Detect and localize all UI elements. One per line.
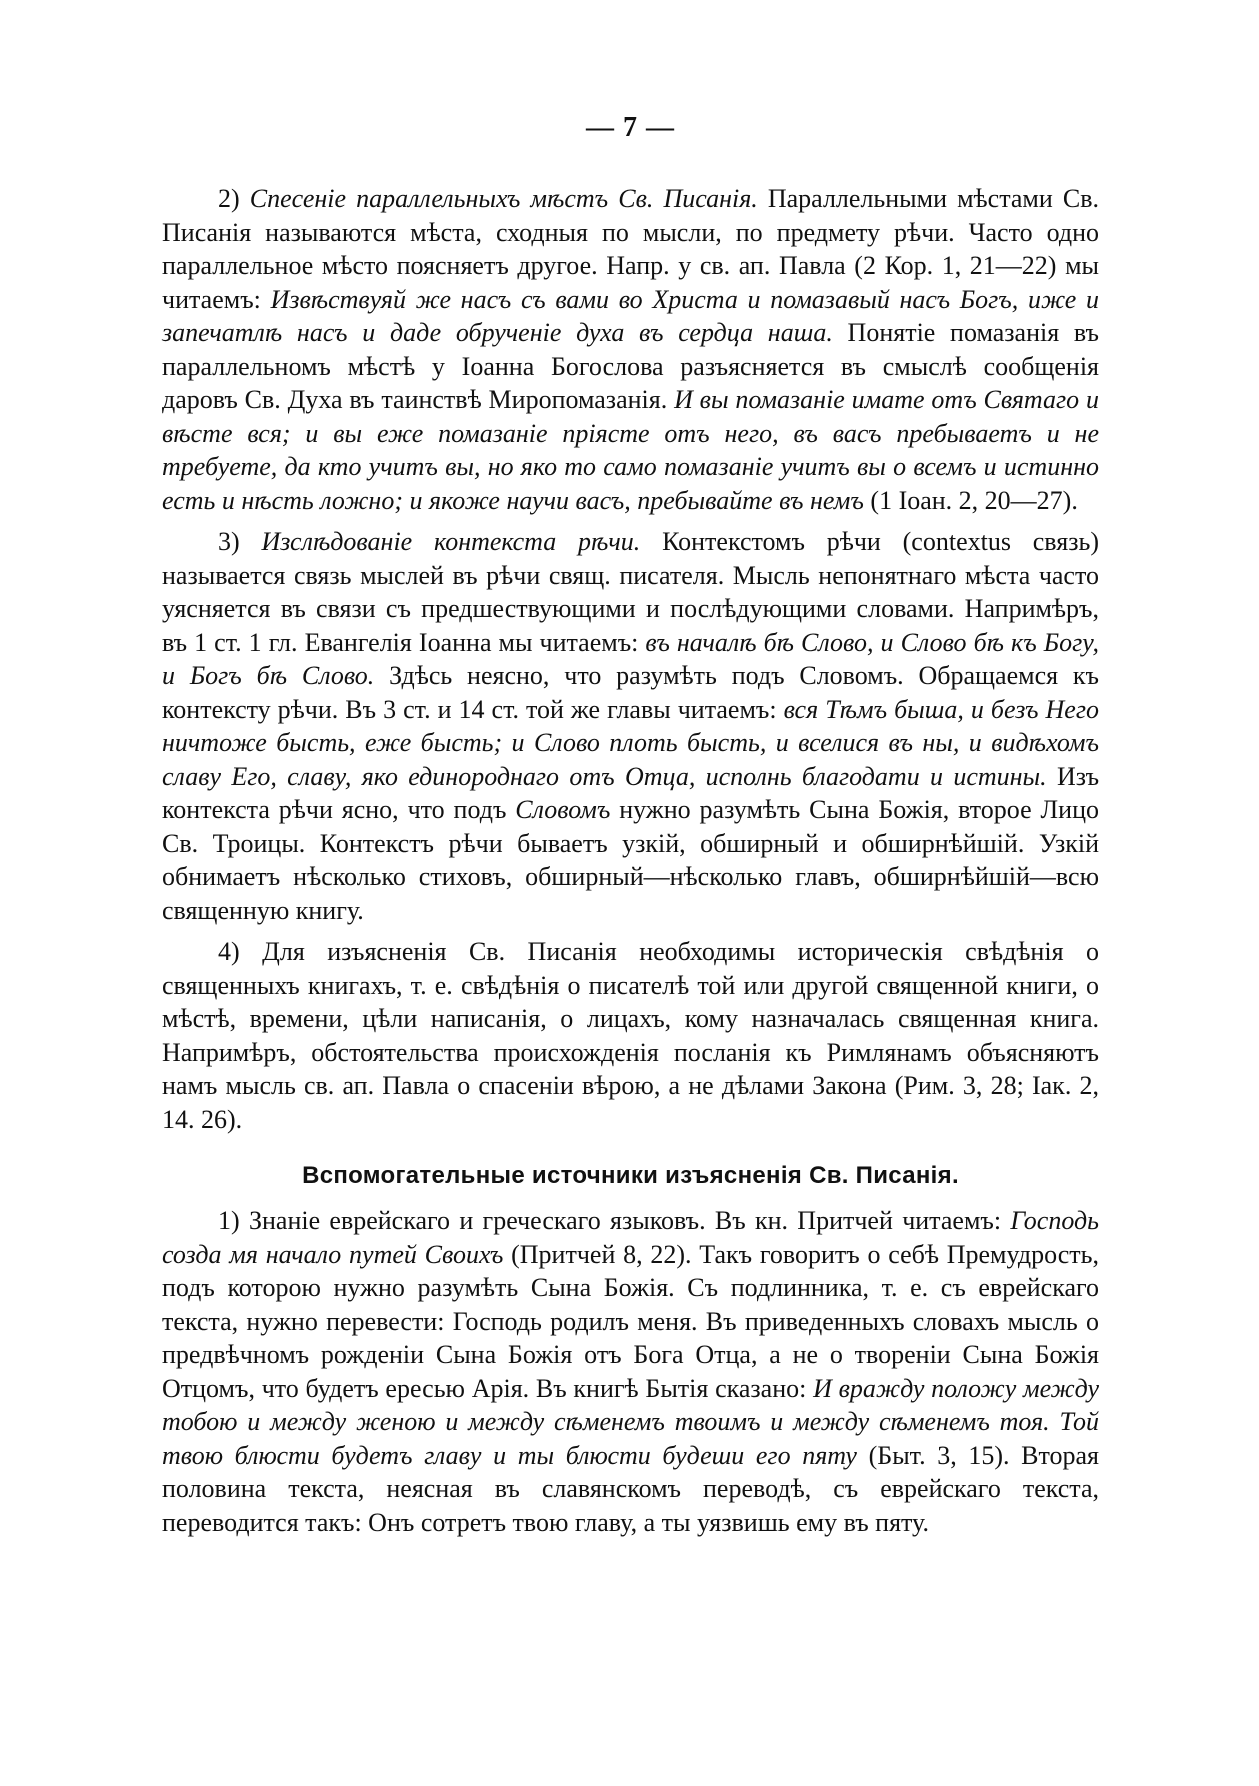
page-number: — 7 — <box>586 112 675 143</box>
paragraph-historical-info <box>162 935 1099 1136</box>
main-text-top <box>162 182 1099 1136</box>
italic-quote: Господь созда мя начало путей Своихъ <box>162 1206 1099 1269</box>
italic-quote: И вражду положу между тобою и между женою и между сѣменемъ твоимъ и между сѣменемъ тоя. Той твою блюсти будетъ главу и ты блюсти будеши его пяту <box>162 1373 1099 1470</box>
italic-quote: Сneсенiе параллельныхъ мѣстъ Св. Писанiя. <box>249 184 758 213</box>
text-run: Понятiе помазанiя въ параллельномъ мѣстѣ у Iоанна Богослова разъясняется въ смыслѣ сообщенiя даровъ Св. Духа въ таинствѣ Миропомазанiя. <box>162 318 1099 414</box>
text-run: Изъ контекста рѣчи ясно, что подъ <box>162 761 1100 824</box>
italic-quote: въ началѣ бѣ Слово, и Слово бѣ къ Богу, и Богъ бѣ Слово. <box>162 627 1099 690</box>
text-run: нужно разумѣть Сына Божiя, второе Лицо Св. Троицы. Контекстъ рѣчи бываетъ узкiй, обширный и обширнѣйшiй. Узкiй обнимаетъ нѣсколько стиховъ, обширный—нѣсколько главъ, обширнѣйшiй—всю священную книгу. <box>162 795 1099 925</box>
text-run: Контекстомъ рѣчи (contextus связь) называется связь мыслей въ рѣчи свящ. писателя. Мысль непонятнаго мѣста часто уясняется въ связи съ предшествующими и послѣдующими словами. Напримѣръ, въ 1 ст. 1 гл. Евангелiя Iоанна мы читаемъ: <box>162 527 1099 657</box>
main-text-bottom <box>162 1204 1099 1539</box>
italic-quote: вся Тѣмъ быша, и безъ Него ничтоже бысть, еже бысть; и Слово плоть бысть, и вселися въ ны, и видѣхомъ славу Его, славу, яко единороднаго отъ Отца, исполнь благодати и истины. <box>162 694 1099 791</box>
italic-quote: И вы помазанiе имате отъ Святаго и вѣсте вся; и вы еже помазанiе прiясте отъ него, въ васъ пребываетъ и не требуете, да кто учитъ вы, но яко то само помазанiе учитъ вы о всемъ и истинно есть и нѣсть ложно; и якоже научи васъ, пребывайте въ немъ <box>162 385 1100 515</box>
text-run: (Притчей 8, 22). Такъ говоритъ о себѣ Премудрость, подъ которою нужно разумѣть Сына Божiя. Съ подлинника, т. е. съ еврейскаго текста, нужно перевести: Господь родилъ меня. Въ приведенныхъ словахъ мысль о предвѣчномъ рожденiи Сына Божiя отъ Бога Отца, а не о творенiи Сына Божiя Отцомъ, что будетъ ересью Арiя. Въ книгѣ Бытiя сказано: <box>162 1239 1099 1403</box>
paragraph-context <box>162 525 1099 927</box>
italic-quote: Изслѣдованiе контекста рѣчи. <box>261 527 641 556</box>
text-run: 4) Для изъясненiя Св. Писанiя необходимы историческiя свѣдѣнiя о священныхъ книгахъ, т. е. свѣдѣнiя о писателѣ той или другой священной книги, о мѣстѣ, времени, цѣли написанiя, о лицахъ, кому назначалась священная книга. Напримѣръ, обстоятельства происхожденiя посланiя къ Римлянамъ объясняютъ намъ мысль св. ап. Павла о спасенiи вѣрою, а не дѣлами Закона (Рим. 3, 28; Iак. 2, 14. 26). <box>162 937 1099 1134</box>
italic-quote: Извѣствуяй же насъ съ вами во Христа и помазавый насъ Богъ, иже и запечатлѣ насъ и даде обрученiе духа въ сердца наша. <box>162 284 1100 347</box>
paragraph-parallel-places <box>162 182 1099 517</box>
text-run: Здѣсь неясно, что разумѣть подъ Словомъ. Обращаемся къ контексту рѣчи. Въ 3 ст. и 14 ст. той же главы читаемъ: <box>162 661 1099 724</box>
text-run: Параллельными мѣстами Св. Писанiя называются мѣста, сходныя по мысли, по предмету рѣчи. Часто одно параллельное мѣсто поясняетъ другое. Напр. у св. ап. Павла (2 Кор. 1, 21—22) мы читаемъ: <box>162 184 1099 314</box>
text-run: 2) <box>218 184 250 213</box>
italic-quote: Словомъ <box>515 795 611 824</box>
text-run: 1) Знанiе еврейскаго и греческаго языковъ. Въ кн. Притчей читаемъ: <box>218 1206 1011 1235</box>
paragraph-languages <box>162 1204 1099 1539</box>
text-run: (1 Iоан. 2, 20—27). <box>863 485 1078 515</box>
section-heading: Вспомогательные источники изъясненiя Св. Писанiя. <box>302 1162 959 1189</box>
text-run: 3) <box>218 527 262 556</box>
text-run: (Быт. 3, 15). Вторая половина текста, неясная въ славянскомъ переводѣ, съ еврейскаго текста, переводится такъ: Онъ сотретъ твою главу, а ты уязвишь ему въ пяту. <box>162 1440 1100 1537</box>
